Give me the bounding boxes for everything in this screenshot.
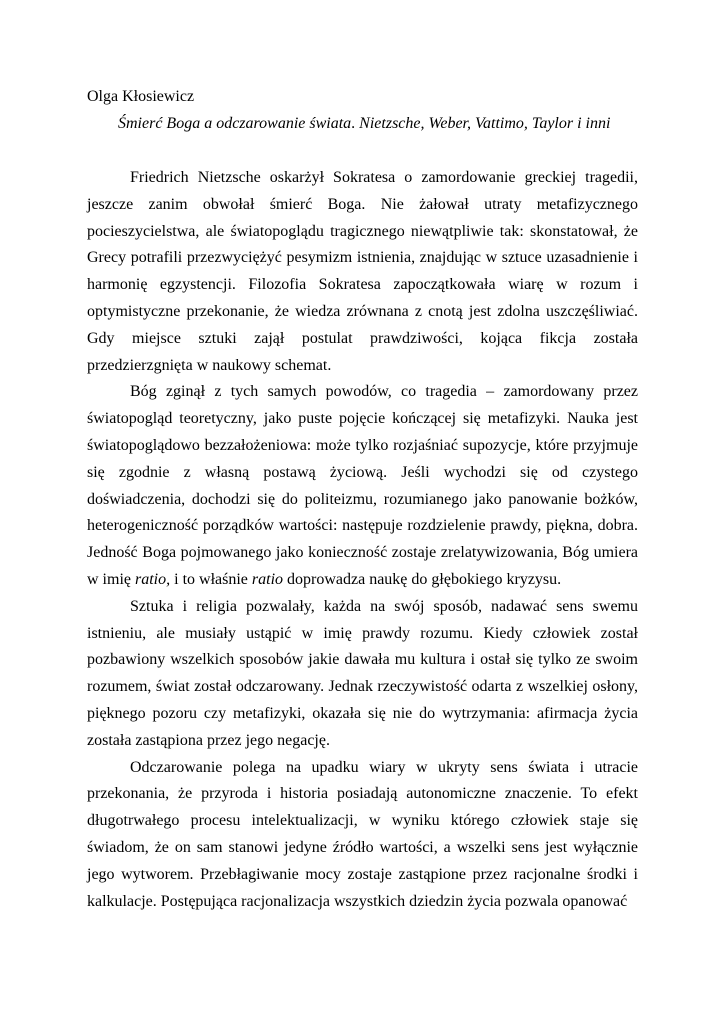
paragraph-2-text-a: Bóg zginął z tych samych powodów, co tragedia – zamordowany przez światopogląd teoretyczny, jako puste pojęcie kończącej się metafizyki. Nauka jest światopoglądowo bezzałożeniowa: może tylko rozjaśniać supozycje, które przyjmuje się zgodnie z własną postawą życiową. Jeśli wychodzi się od czystego doświadczenia, dochodzi się do politeizmu, rozumianego jako panowanie bożków, heterogeniczność porządków wartości: następuje rozdzielenie prawdy, piękna, dobra. Jedność Boga pojmowanego jako konieczność zostaje zrelatywizowania, Bóg umiera w imię [87, 383, 638, 588]
essay-body [87, 165, 638, 915]
paragraph-1: Friedrich Nietzsche oskarżył Sokratesa o zamordowanie greckiej tragedii, jeszcze zanim obwołał śmierć Boga. Nie żałował utraty metafizycznego pocieszycielstwa, ale światopoglądu tragicznego niewątpliwie tak: skonstatował, że Grecy potrafili przezwyciężyć pesymizm istnienia, znajdując w sztuce uzasadnienie i harmonię egzystencji. Filozofia Sokratesa zapoczątkowała wiarę w rozum i optymistyczne przekonanie, że wiedza zrównana z cnotą jest zdolna uszczęśliwiać. Gdy miejsce sztuki zajął postulat prawdziwości, kojąca fikcja została przedzierzgnięta w naukowy schemat. [87, 169, 638, 374]
author-name: Olga Kłosiewicz [87, 88, 195, 105]
title-main: Śmierć Boga a odczarowanie świata [118, 115, 352, 132]
ratio-term: ratio, [135, 570, 171, 588]
paragraph-4: Odczarowanie polega na upadku wiary w ukryty sens świata i utracie przekonania, że przyroda i historia posiadają autonomiczne znaczenie. To efekt długotrwałego procesu intelektualizacji, w wyniku którego człowiek staje się świadom, że on sam stanowi jedyne źródło wartości, a wszelki sens jest wyłącznie jego wytworem. Przebłagiwanie mocy zostaje zastąpione przez racjonalne środki i kalkulacje. Postępująca racjonalizacja wszystkich dziedzin życia pozwala opanować [87, 758, 638, 910]
paragraph-3: Sztuka i religia pozwalały, każda na swój sposób, nadawać sens swemu istnieniu, ale musiały ustąpić w imię prawdy rozumu. Kiedy człowiek został pozbawiony wszelkich sposobów jakie dawała mu kultura i ostał się tylko ze swoim rozumem, świat został odczarowany. Jednak rzeczywistość odarta z wszelkiej osłony, pięknego pozoru czy metafizyki, okazała się nie do wytrzymania: afirmacja życia została zastąpiona przez jego negację. [87, 597, 638, 749]
title-subtitle: Nietzsche, Weber, Vattimo, Taylor i inni [355, 115, 611, 132]
ratio-term: ratio [251, 570, 284, 588]
essay-title [118, 114, 610, 134]
paragraph-2 [87, 379, 638, 593]
paragraph-2-text-b: i to właśnie [170, 570, 252, 588]
paragraph-2-text-c: doprowadza naukę do głębokiego kryzysu. [283, 570, 562, 588]
title-dot: . [351, 115, 356, 132]
